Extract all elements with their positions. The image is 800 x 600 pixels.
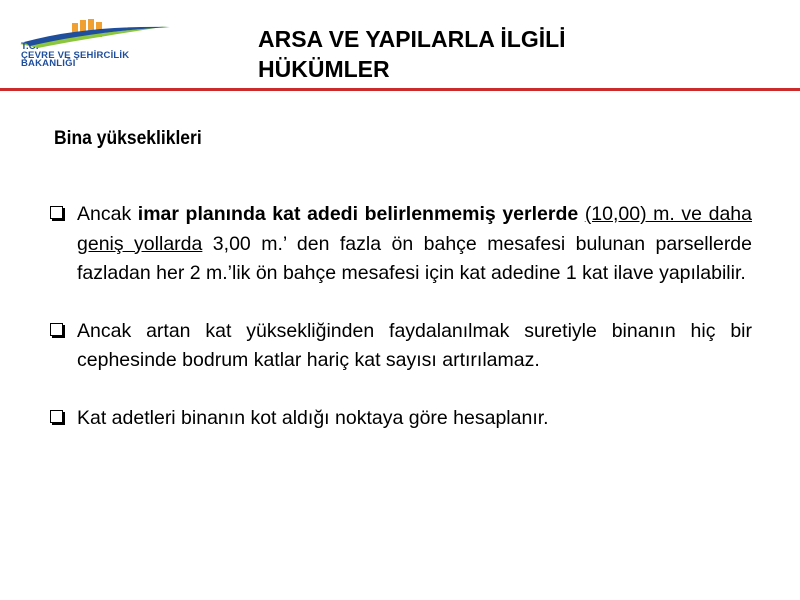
logo-line-ministry: ÇEVRE VE ŞEHİRCİLİK — [21, 49, 130, 61]
logo-line-tc: T.C. — [21, 41, 39, 52]
logo-line-bakanligi: BAKANLIĞI — [21, 58, 76, 69]
checkbox-bullet-icon — [50, 323, 63, 336]
bullet-item — [48, 317, 752, 376]
bullet-item — [48, 200, 752, 289]
logo-wordmark — [21, 43, 129, 69]
bullet-list — [48, 200, 752, 461]
bullet-text-bold: imar planında kat adedi belirlenmemiş yerlerde — [137, 203, 579, 225]
bullet-text: Kat adetleri binanın kot aldığı noktaya göre hesaplanır. — [77, 406, 549, 429]
bullet-text-underlined: (10,00) m. ve daha geniş yollarda — [77, 203, 752, 255]
ministry-logo — [18, 16, 178, 76]
bullet-text — [578, 203, 585, 225]
checkbox-bullet-icon — [50, 206, 63, 219]
bullet-text: Ancak — [77, 203, 138, 225]
bullet-text: 3,00 m.’ den fazla ön bahçe mesafesi bulunan parsellerde fazladan her 2 m.’lik ön bahçe mesafesi için kat adedine 1 kat ilave yapılabilir. — [77, 232, 752, 284]
section-subtitle: Bina yükseklikleri — [54, 128, 202, 149]
bullet-text: Ancak artan kat yüksekliğinden faydalanılmak suretiyle binanın hiç bir cephesinde bodrum katlar hariç kat sayısı artırılamaz. — [77, 319, 752, 371]
checkbox-bullet-icon — [50, 410, 63, 423]
header-divider — [0, 88, 800, 91]
page-title: ARSA VE YAPILARLA İLGİLİ HÜKÜMLER — [258, 26, 566, 82]
bullet-item — [48, 404, 752, 434]
